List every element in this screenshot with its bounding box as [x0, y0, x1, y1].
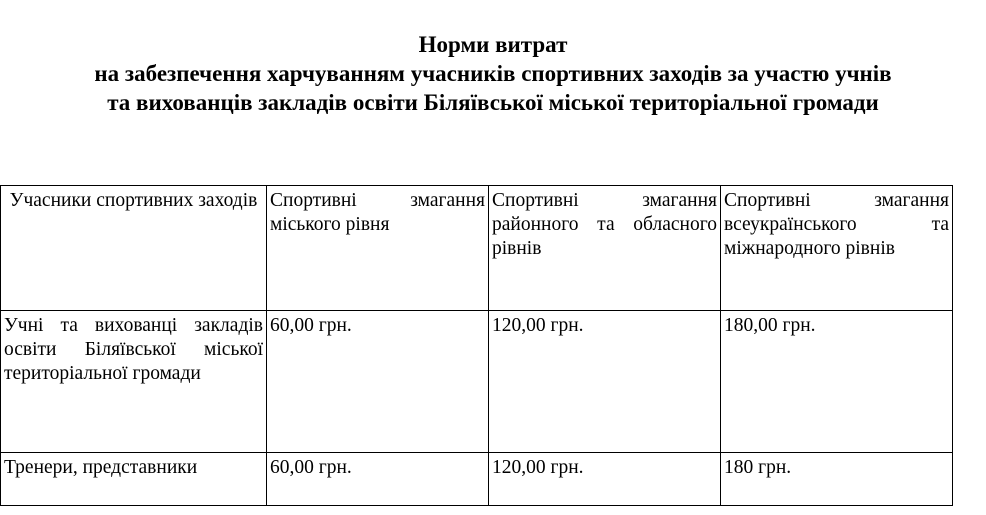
table-header-row — [1, 186, 953, 311]
cell-regional-cost: 120,00 грн. — [489, 453, 721, 506]
cell-national-cost: 180,00 грн. — [721, 311, 953, 453]
table-row — [1, 311, 953, 453]
header-city-level: Спортивні змагання міського рівня — [267, 186, 489, 311]
title-line-2: на забезпечення харчуванням учасників спортивних заходів за участю учнів — [94, 61, 892, 86]
header-regional-level: Спортивні змагання районного та обласного рівнів — [489, 186, 721, 311]
document-title — [0, 30, 986, 117]
cell-city-cost: 60,00 грн. — [267, 453, 489, 506]
cell-participants: Учні та вихованці закладів освіти Біляївської міської територіальної громади — [1, 311, 267, 453]
title-line-1: Норми витрат — [418, 32, 568, 57]
cell-national-cost: 180 грн. — [721, 453, 953, 506]
table-row — [1, 453, 953, 506]
norms-table — [0, 185, 953, 506]
cell-city-cost: 60,00 грн. — [267, 311, 489, 453]
cell-regional-cost: 120,00 грн. — [489, 311, 721, 453]
header-national-level: Спортивні змагання всеукраїнського та міжнародного рівнів — [721, 186, 953, 311]
title-line-3: та вихованців закладів освіти Біляївської міської територіальної громади — [107, 90, 879, 115]
cell-participants: Тренери, представники — [1, 453, 267, 506]
header-participants: Учасники спортивних заходів — [1, 186, 267, 311]
